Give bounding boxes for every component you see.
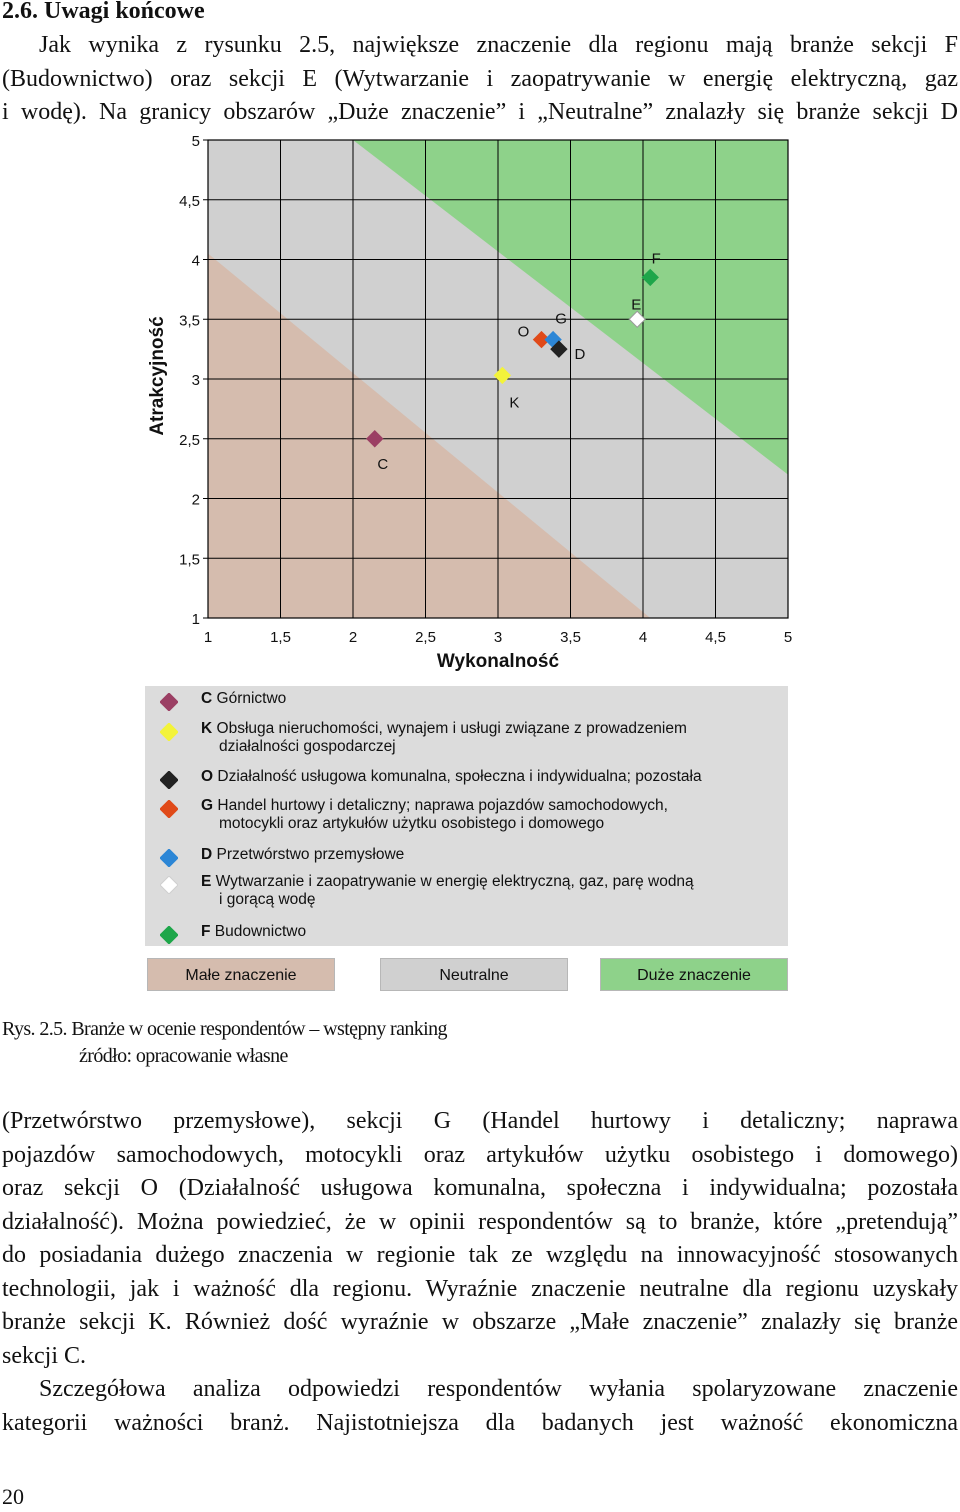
body-paragraph bbox=[2, 1105, 958, 1440]
x-tick-label: 5 bbox=[783, 629, 793, 646]
legend-text-continued: i gorącą wodę bbox=[219, 891, 316, 908]
scatter-chart bbox=[0, 120, 960, 680]
x-tick-label: 2,5 bbox=[415, 629, 436, 646]
legend-code: D bbox=[201, 846, 213, 863]
body-line: oraz sekcji O (Działalność usługowa komunalna, społeczna i indywidualna; pozostała bbox=[2, 1175, 958, 1201]
y-tick-label: 5 bbox=[191, 133, 200, 150]
legend-marker-f bbox=[160, 926, 178, 944]
point-label: D bbox=[574, 346, 586, 364]
point-label: F bbox=[651, 250, 661, 268]
y-tick-label: 3,5 bbox=[179, 312, 200, 330]
intro-paragraph bbox=[2, 29, 958, 130]
y-tick-label: 4 bbox=[191, 252, 200, 270]
y-tick-label: 1 bbox=[191, 611, 200, 628]
diamond-icon bbox=[160, 723, 178, 741]
y-tick-label: 1,5 bbox=[179, 551, 200, 569]
x-tick-label: 4 bbox=[638, 629, 648, 646]
x-tick-label: 1 bbox=[203, 629, 213, 646]
legend-entry bbox=[201, 873, 781, 909]
legend-text: Górnictwo bbox=[216, 690, 287, 707]
legend-code: E bbox=[201, 873, 212, 890]
legend-code: C bbox=[201, 690, 213, 707]
legend-entry bbox=[201, 720, 781, 756]
legend-code: G bbox=[201, 797, 214, 814]
legend-marker-d bbox=[160, 849, 178, 867]
diamond-icon bbox=[160, 693, 178, 711]
caption-source: źródło: opracowanie własne bbox=[79, 1045, 288, 1067]
page-number: 20 bbox=[2, 1484, 24, 1509]
intro-line: i wodę). Na granicy obszarów „Duże znaczenie” i „Neutralne” znalazły się branże sekcji D bbox=[2, 99, 958, 125]
legend-marker-o bbox=[160, 771, 178, 789]
legend-entry bbox=[201, 846, 781, 864]
x-tick-label: 1,5 bbox=[270, 629, 291, 646]
diamond-icon bbox=[160, 876, 178, 894]
legend-text: Działalność usługowa komunalna, społeczna i indywidualna; pozostała bbox=[217, 768, 702, 785]
x-tick-label: 2 bbox=[348, 629, 358, 646]
legend-marker-g bbox=[160, 800, 178, 818]
body-line: działalność). Można powiedzieć, że w opinii respondentów są to branże, które „pretendują” bbox=[2, 1208, 958, 1235]
diamond-icon bbox=[160, 800, 178, 818]
body-line: sekcji C. bbox=[2, 1342, 86, 1369]
x-tick-label: 4,5 bbox=[705, 629, 726, 646]
y-axis-label: Atrakcyjność bbox=[147, 316, 168, 436]
section-heading: 2.6. Uwagi końcowe bbox=[2, 0, 205, 24]
intro-line: (Budownictwo) oraz sekcji E (Wytwarzanie i zaopatrywanie w energię elektryczną, gaz bbox=[2, 65, 958, 92]
intro-line: Jak wynika z rysunku 2.5, największe znaczenie dla regionu mają branże sekcji F bbox=[39, 32, 958, 58]
legend-text-continued: motocykli oraz artykułów użytku osobistego i domowego bbox=[219, 815, 605, 832]
body-line: (Przetwórstwo przemysłowe), sekcji G (Handel hurtowy i detaliczny; naprawa bbox=[2, 1108, 958, 1134]
body-line: Szczegółowa analiza odpowiedzi respondentów wyłania spolaryzowane znaczenie bbox=[39, 1376, 958, 1402]
legend-entry bbox=[201, 768, 781, 786]
diamond-icon bbox=[160, 849, 178, 867]
y-tick-label: 2 bbox=[191, 491, 200, 509]
legend-text-continued: działalności gospodarczej bbox=[219, 738, 396, 755]
legend-marker-e bbox=[160, 876, 178, 894]
legend-code: F bbox=[201, 923, 211, 940]
diamond-icon bbox=[160, 926, 178, 944]
legend-text: Wytwarzanie i zaopatrywanie w energię elektryczną, gaz, parę wodną bbox=[215, 873, 694, 890]
body-line: kategorii ważności branż. Najistotniejsza dla badanych jest ważność ekonomiczna bbox=[2, 1409, 958, 1436]
y-tick-label: 4,5 bbox=[179, 192, 200, 210]
legend-entry bbox=[201, 690, 781, 708]
point-label: G bbox=[555, 310, 567, 328]
legend-text: Budownictwo bbox=[214, 923, 307, 940]
legend-code: O bbox=[201, 768, 214, 785]
legend-entry bbox=[201, 923, 781, 941]
legend-text: Obsługa nieruchomości, wynajem i usługi związane z prowadzeniem bbox=[216, 720, 687, 737]
legend-code: K bbox=[201, 720, 213, 737]
y-tick-label: 2,5 bbox=[179, 431, 200, 449]
x-axis-label: Wykonalność bbox=[436, 651, 560, 672]
zone-legend-high: Duże znaczenie bbox=[600, 958, 788, 991]
diamond-icon bbox=[160, 771, 178, 789]
zone-legend-low: Małe znaczenie bbox=[147, 958, 335, 991]
body-line: do posiadania dużego znaczenia w regionie tak ze względu na innowacyjność stosowanych bbox=[2, 1242, 958, 1268]
body-line: technologii, jak i ważność dla regionu. Wyraźnie znaczenie neutralne dla regionu uzyskały bbox=[2, 1275, 958, 1302]
body-line: pojazdów samochodowych, motocykli oraz artykułów użytku osobistego i domowego) bbox=[2, 1141, 958, 1168]
legend-marker-k bbox=[160, 723, 178, 741]
x-tick-label: 3 bbox=[493, 629, 503, 646]
caption-title: Rys. 2.5. Branże w ocenie respondentów – wstępny ranking bbox=[2, 1018, 447, 1040]
legend-text: Handel hurtowy i detaliczny; naprawa pojazdów samochodowych, bbox=[217, 797, 668, 814]
y-tick-label: 3 bbox=[191, 372, 200, 389]
body-line: branże sekcji K. Również dość wyraźnie w obszarze „Małe znaczenie” znalazły się branże bbox=[2, 1309, 958, 1335]
legend-text: Przetwórstwo przemysłowe bbox=[216, 846, 405, 863]
point-label: O bbox=[517, 323, 530, 341]
legend-entry bbox=[201, 797, 781, 833]
legend-marker-c bbox=[160, 693, 178, 711]
zone-legend-neutral: Neutralne bbox=[380, 958, 568, 991]
x-tick-label: 3,5 bbox=[560, 629, 581, 646]
point-label: C bbox=[377, 455, 389, 473]
figure-caption bbox=[2, 1016, 447, 1070]
point-label: K bbox=[509, 394, 520, 412]
point-label: E bbox=[631, 296, 642, 314]
